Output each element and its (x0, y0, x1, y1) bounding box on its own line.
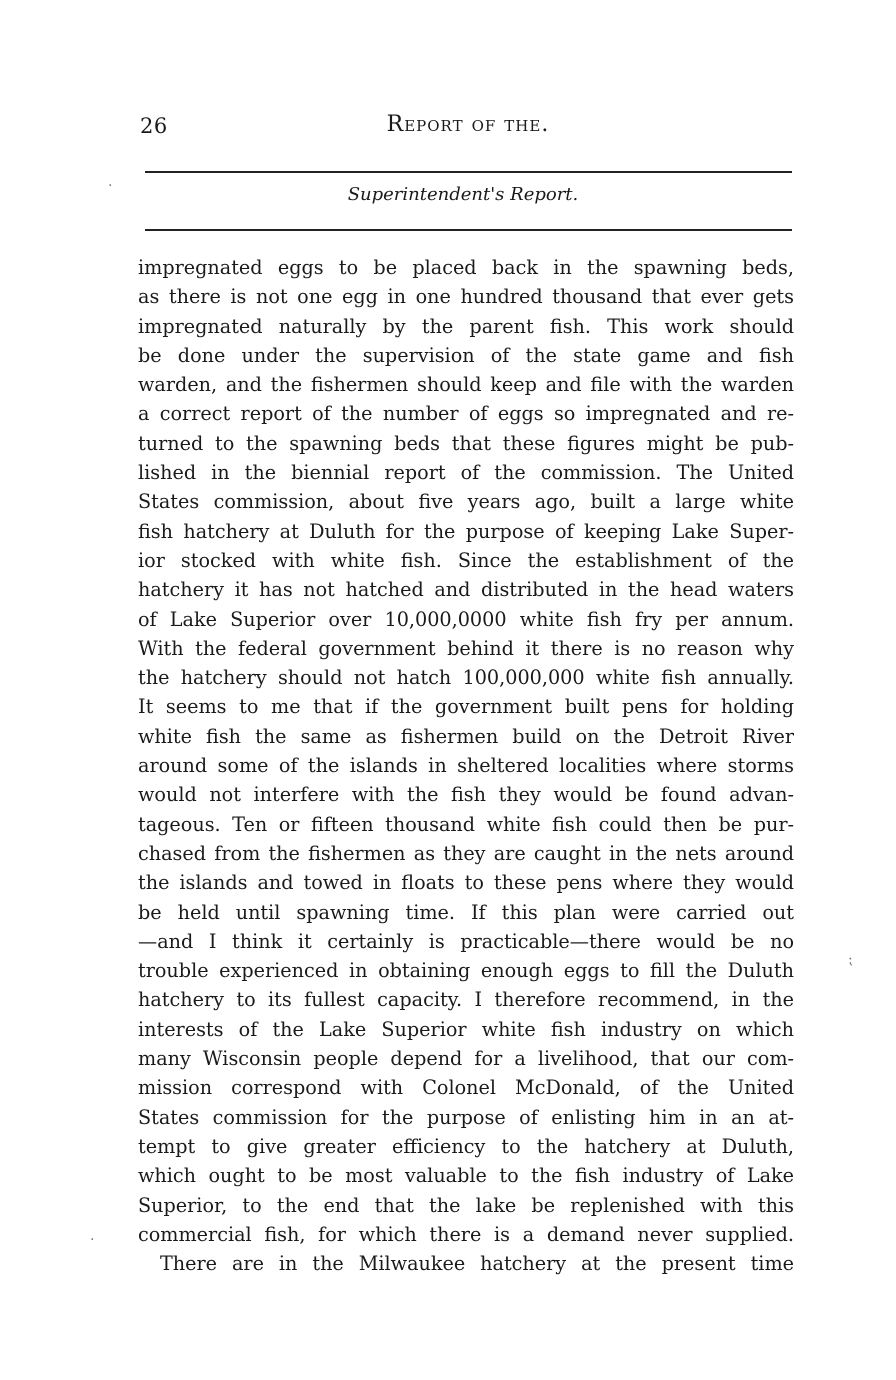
text-line: ior stocked with white fish. Since the establishment of the (138, 548, 794, 572)
header-rule-bottom (145, 229, 792, 231)
text-line: hatchery it has not hatched and distributed in the head waters (138, 578, 794, 602)
text-line: States commission for the purpose of enlisting him in an at- (138, 1105, 794, 1129)
text-line: which ought to be most valuable to the fish industry of Lake (138, 1164, 794, 1188)
text-line: as there is not one egg in one hundred thousand that ever gets (138, 285, 794, 309)
text-line: hatchery to its fullest capacity. I therefore recommend, in the (138, 988, 794, 1012)
text-line: the hatchery should not hatch 100,000,000 white fish annually. (138, 666, 794, 690)
header-rule-top (145, 171, 792, 173)
section-title: Superintendent's Report. (347, 184, 579, 205)
text-line: of Lake Superior over 10,000,0000 white fish fry per annum. (138, 607, 794, 631)
text-line: turned to the spawning beds that these figures might be pub- (138, 431, 794, 455)
text-line: impregnated eggs to be placed back in the spawning beds, (138, 256, 794, 279)
body-text (138, 253, 794, 1278)
text-line: tempt to give greater efficiency to the hatchery at Duluth, (138, 1134, 794, 1158)
text-line: lished in the biennial report of the commission. The United (138, 461, 794, 485)
running-title: Report of the. (386, 112, 550, 137)
text-line: It seems to me that if the government built pens for holding (138, 695, 794, 719)
text-line: interests of the Lake Superior white fish industry on which (138, 1017, 794, 1041)
text-line: Superior, to the end that the lake be replenished with this (138, 1193, 794, 1217)
text-line: mission correspond with Colonel McDonald, of the United (138, 1076, 794, 1100)
text-line: impregnated naturally by the parent fish. This work should (138, 314, 794, 338)
text-line: trouble experienced in obtaining enough eggs to fill the Duluth (138, 959, 794, 983)
text-line: chased from the fishermen as they are caught in the nets around (138, 841, 794, 865)
text-line: be held until spawning time. If this plan were carried out (138, 900, 794, 924)
text-line: commercial fish, for which there is a demand never supplied. (138, 1222, 794, 1246)
paragraph-start-line: There are in the Milwaukee hatchery at the present time (160, 1252, 794, 1276)
text-line: With the federal government behind it there is no reason why (138, 636, 794, 660)
text-line: many Wisconsin people depend for a livelihood, that our com- (138, 1047, 794, 1071)
text-line: fish hatchery at Duluth for the purpose of keeping Lake Super- (138, 519, 794, 543)
ink-speck: · (108, 178, 113, 194)
ink-speck: ⁏ (848, 952, 853, 968)
text-line: around some of the islands in sheltered localities where storms (138, 754, 794, 778)
ink-speck: · (90, 1232, 95, 1248)
text-line: a correct report of the number of eggs so impregnated and re- (138, 402, 794, 426)
text-line: the islands and towed in floats to these pens where they would (138, 871, 794, 895)
text-line: be done under the supervision of the state game and fish (138, 343, 794, 367)
text-line: —and I think it certainly is practicable—there would be no (138, 929, 794, 953)
text-line: white fish the same as fishermen build on the Detroit River (138, 724, 794, 748)
text-line: warden, and the fishermen should keep and file with the warden (138, 373, 794, 397)
page-number: 26 (140, 114, 168, 138)
text-line: States commission, about five years ago, built a large white (138, 490, 794, 514)
text-line: would not interfere with the fish they would be found advan- (138, 783, 794, 807)
text-line: tageous. Ten or fifteen thousand white fish could then be pur- (138, 812, 794, 836)
